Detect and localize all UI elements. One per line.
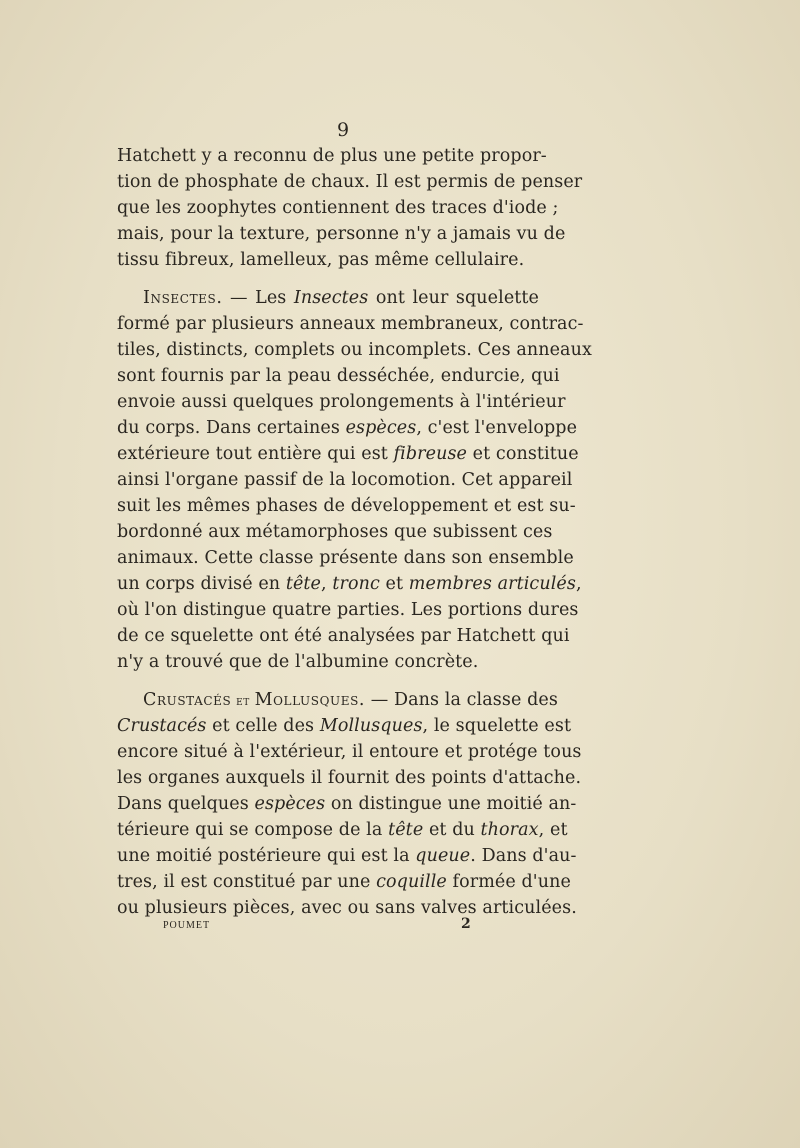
- text-line: [117, 819, 568, 843]
- text-line: [117, 417, 578, 441]
- text-span: . Dans d'au-: [470, 846, 577, 866]
- text-line: tissu fibreux, lamelleux, pas même cellulaire.: [117, 250, 525, 270]
- italic-term: fibreuse: [393, 444, 467, 464]
- text-span: on distingue une moitié an-: [325, 794, 577, 814]
- text-span: ,: [321, 574, 333, 594]
- italic-term: Insectes: [293, 288, 369, 308]
- text-span: du corps. Dans certaines: [117, 418, 346, 438]
- page-number: 9: [336, 119, 350, 141]
- italic-term: Mollusques: [319, 716, 423, 736]
- italic-term: espèces: [345, 418, 417, 438]
- italic-term: coquille: [376, 872, 447, 892]
- text-span: , et: [538, 820, 568, 840]
- text-line: animaux. Cette classe présente dans son ensemble: [117, 548, 574, 568]
- text-span: et constitue: [467, 444, 579, 464]
- text-line: mais, pour la texture, personne n'y a jamais vu de: [117, 224, 566, 244]
- italic-term: membres articulés: [408, 574, 576, 594]
- text-span: et: [231, 694, 255, 709]
- text-line: [117, 689, 558, 713]
- text-span: un corps divisé en: [117, 574, 286, 594]
- text-line: [117, 871, 571, 895]
- section-heading-mollusques: Mollusques.: [254, 690, 366, 710]
- italic-term: thorax: [480, 820, 539, 840]
- book-page: [117, 119, 592, 932]
- text-line: ainsi l'organe passif de la locomotion. Cet appareil: [117, 470, 573, 490]
- text-span: — Dans la classe des: [365, 690, 558, 710]
- text-line: tiles, distincts, complets ou incomplets. Ces anneaux: [117, 340, 592, 360]
- text-line: [117, 715, 572, 739]
- text-line: [117, 845, 577, 869]
- text-span: tres, il est constitué par une: [117, 872, 377, 892]
- text-span: , c'est l'enveloppe: [416, 418, 578, 438]
- text-line: où l'on distingue quatre parties. Les portions dures: [117, 600, 579, 620]
- text-line: tion de phosphate de chaux. Il est permis de penser: [117, 172, 583, 192]
- italic-term: espèces: [254, 794, 326, 814]
- sheet-number: 2: [461, 916, 471, 932]
- text-line: encore situé à l'extérieur, il entoure et protége tous: [117, 742, 582, 762]
- text-line: bordonné aux métamorphoses que subissent ces: [117, 522, 553, 542]
- text-line: les organes auxquels il fournit des points d'attache.: [117, 768, 582, 788]
- italic-term: Crustacés: [117, 716, 207, 736]
- italic-term: queue: [415, 846, 471, 866]
- text-span: , le squelette est: [422, 716, 572, 736]
- text-line: [117, 287, 539, 311]
- section-heading-crustaces: Crustacés: [143, 690, 232, 710]
- text-span: formée d'une: [446, 872, 571, 892]
- text-span: et du: [423, 820, 481, 840]
- section-heading-insectes: Insectes.: [143, 288, 223, 308]
- text-line: [117, 793, 577, 817]
- text-span: Dans quelques: [117, 794, 255, 814]
- text-span: térieure qui se compose de la: [117, 820, 389, 840]
- text-span: ,: [575, 574, 582, 594]
- text-line: que les zoophytes contiennent des traces d'iode ;: [117, 198, 559, 218]
- text-line: envoie aussi quelques prolongements à l'intérieur: [117, 392, 566, 412]
- text-span: ont leur squelette: [368, 288, 539, 308]
- text-span: — Les: [222, 288, 294, 308]
- text-line: de ce squelette ont été analysées par Hatchett qui: [117, 626, 570, 646]
- text-line: Hatchett y a reconnu de plus une petite propor-: [117, 146, 547, 166]
- text-span: extérieure tout entière qui est: [117, 444, 394, 464]
- text-line: [117, 443, 579, 467]
- text-line: sont fournis par la peau desséchée, endurcie, qui: [117, 366, 560, 386]
- text-line: formé par plusieurs anneaux membraneux, contrac-: [117, 314, 584, 334]
- text-line: n'y a trouvé que de l'albumine concrète.: [117, 652, 479, 672]
- text-span: et: [379, 574, 409, 594]
- italic-term: tête: [285, 574, 322, 594]
- text-line: ou plusieurs pièces, avec ou sans valves articulées.: [117, 898, 577, 918]
- text-span: et celle des: [206, 716, 320, 736]
- italic-term: tronc: [332, 574, 380, 594]
- text-span: une moitié postérieure qui est la: [117, 846, 416, 866]
- italic-term: tête: [388, 820, 424, 840]
- text-line: suit les mêmes phases de développement et est su-: [117, 496, 576, 516]
- printer-signature: POUMET: [163, 920, 211, 931]
- text-line: [117, 573, 582, 597]
